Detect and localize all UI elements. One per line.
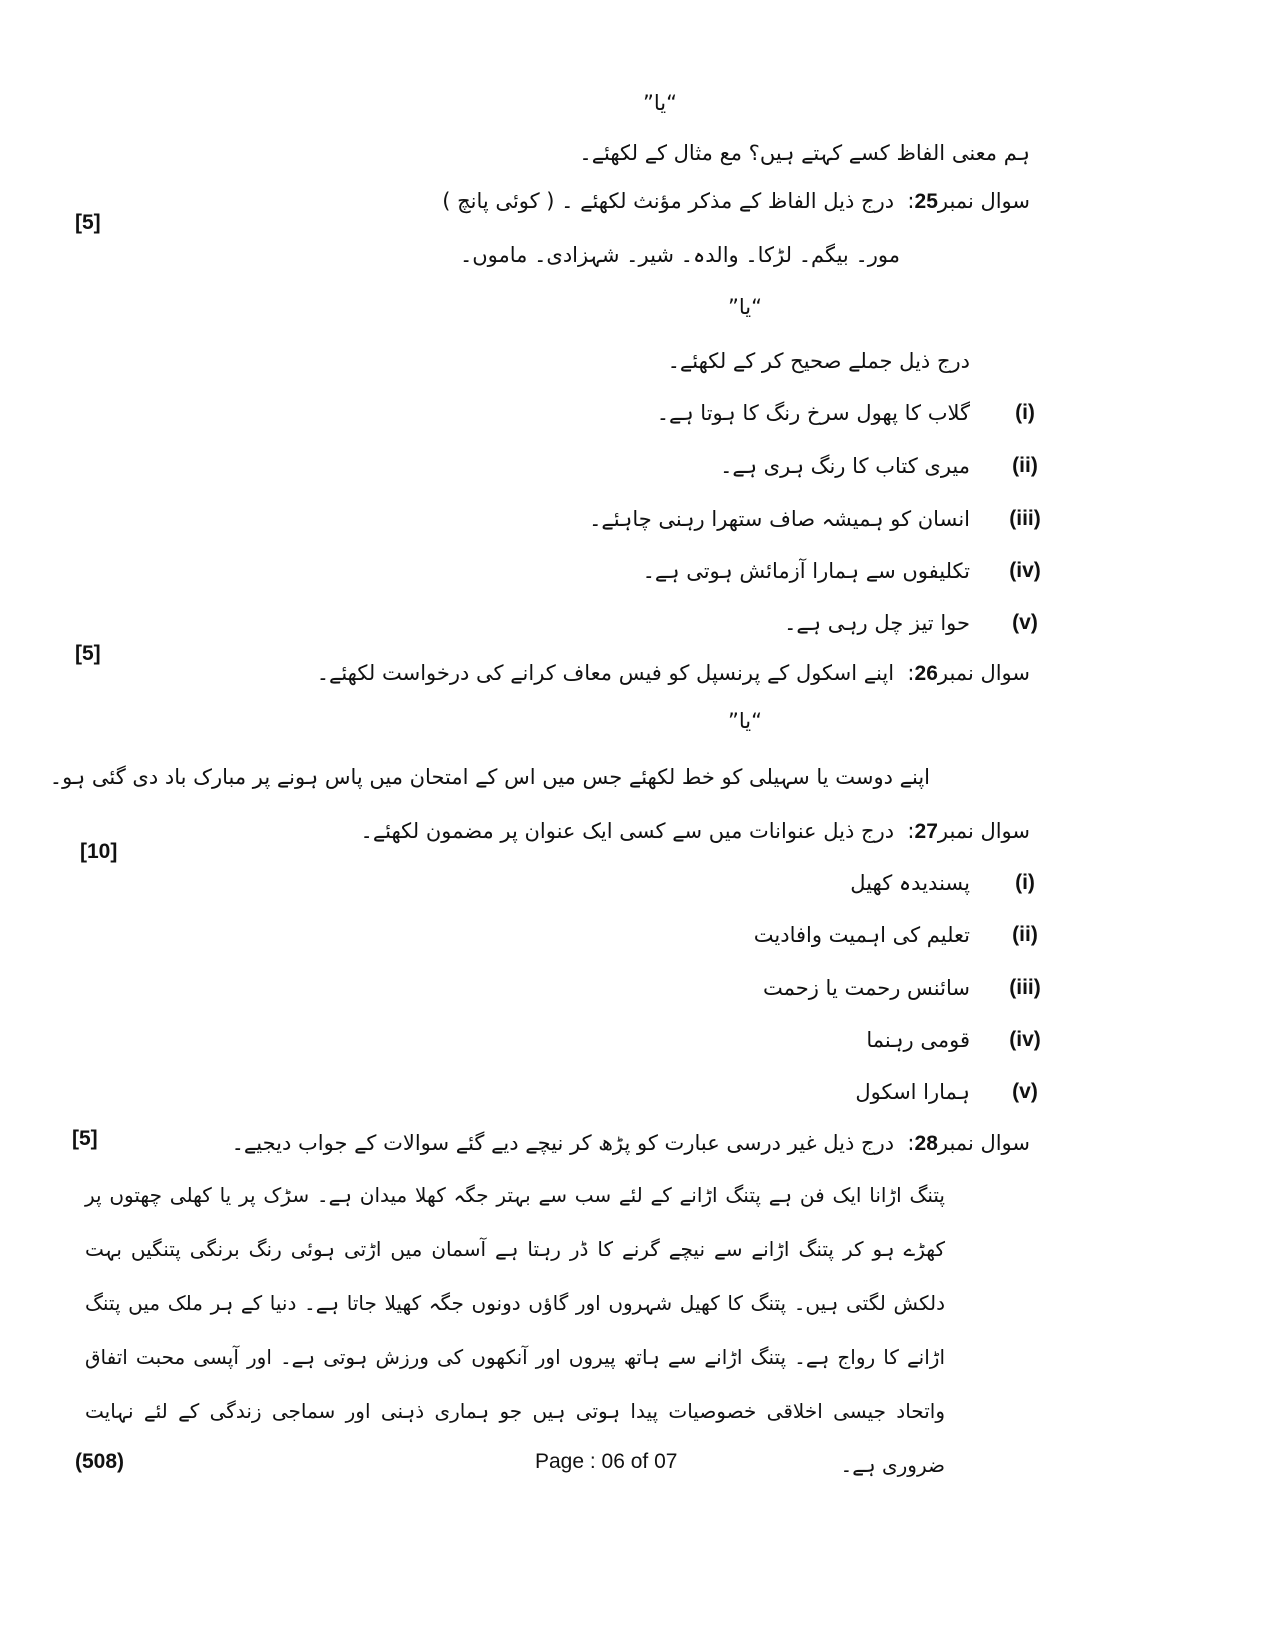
q28-marks: [5] xyxy=(72,1127,98,1150)
q25-item-number: (i) xyxy=(1015,401,1035,424)
q25-item-text: تکلیفوں سے ہمارا آزمائش ہوتی ہے۔ xyxy=(642,559,970,583)
q27-label: سوال نمبر xyxy=(937,819,1030,843)
q27-item-number: (iii) xyxy=(1009,976,1041,999)
q26-number: 26 xyxy=(914,662,938,685)
q27-item-text: تعلیم کی اہمیت وافادیت xyxy=(753,923,970,947)
q25-item-text: انسان کو ہمیشہ صاف ستھرا رہنی چاہئے۔ xyxy=(589,507,970,531)
q25-item-number: (v) xyxy=(1012,611,1038,634)
q27-item-number: (i) xyxy=(1015,871,1035,894)
q28-label: سوال نمبر xyxy=(937,1131,1030,1155)
or-divider: “یا” xyxy=(642,91,677,115)
q27-number: 27 xyxy=(914,820,938,843)
or-divider: “یا” xyxy=(727,295,762,319)
q28-number: 28 xyxy=(914,1132,938,1155)
q25-item-number: (ii) xyxy=(1012,454,1038,477)
q28-text: درج ذیل غیر درسی عبارت کو پڑھ کر نیچے دیے گئے سوالات کے جواب دیجیے۔ xyxy=(231,1131,895,1155)
q24-alt-text: ہم معنی الفاظ کسے کہتے ہیں؟ مع مثال کے لکھئے۔ xyxy=(579,141,1030,165)
page-number: Page : 06 of 07 xyxy=(535,1450,678,1473)
q26-label: سوال نمبر xyxy=(937,661,1030,685)
q25-alt-instruction: درج ذیل جملے صحیح کر کے لکھئے۔ xyxy=(667,349,970,373)
q26-alt-text: اپنے دوست یا سہیلی کو خط لکھئے جس میں اس کے امتحان میں پاس ہونے پر مبارک باد دی گئی ہو۔ xyxy=(49,765,930,789)
q25-text: درج ذیل الفاظ کے مذکر مؤنث لکھئے ۔ ( کوئی پانچ ) xyxy=(442,189,895,213)
q25-heading: سوال نمبر25: درج ذیل الفاظ کے مذکر مؤنث لکھئے ۔ ( کوئی پانچ ) xyxy=(442,189,1030,213)
q27-marks: [10] xyxy=(80,840,118,863)
q25-label: سوال نمبر xyxy=(937,189,1030,213)
q27-item-number: (ii) xyxy=(1012,923,1038,946)
q28-passage: پتنگ اڑانا ایک فن ہے پتنگ اڑانے کے لئے سب سے بہتر جگہ کھلا میدان ہے۔ سڑک پر یا کھلی چھتوں پر کھڑے ہو کر پتنگ اڑانے سے نیچے گرنے کا ڈر رہتا ہے آسمان میں اڑتی ہوئی رنگ برنگی پتنگیں بہت دلکش لگتی ہیں۔ پتنگ کا کھیل شہروں اور گاؤں دونوں جگہ کھیلا جاتا ہے۔ دنیا کے ہر ملک میں پتنگ اڑانے کا رواج ہے۔ پتنگ اڑانے سے ہاتھ پیروں اور آنکھوں کی ورزش ہوتی ہے۔ اور آپسی محبت اتفاق واتحاد جیسی اخلاقی خصوصیات پیدا ہوتی ہیں جو ہماری ذہنی اور سماجی زندگی کے لئے نہایت ضروری ہے۔ xyxy=(85,1183,945,1477)
q25-item-text: گلاب کا پھول سرخ رنگ کا ہوتا ہے۔ xyxy=(656,401,970,425)
q25-item-number: (iii) xyxy=(1009,507,1041,530)
q26-marks: [5] xyxy=(75,642,101,665)
q26-heading: سوال نمبر26: اپنے اسکول کے پرنسپل کو فیس معاف کرانے کی درخواست لکھئے۔ xyxy=(316,661,1030,685)
paper-code: (508) xyxy=(75,1450,125,1473)
q27-item-text: پسندیدہ کھیل xyxy=(850,871,970,895)
q25-item-text: میری کتاب کا رنگ ہری ہے۔ xyxy=(720,454,970,478)
q27-item-text: قومی رہنما xyxy=(866,1028,970,1052)
q27-item-text: سائنس رحمت یا زحمت xyxy=(763,976,970,1000)
q27-heading: سوال نمبر27: درج ذیل عنوانات میں سے کسی ایک عنوان پر مضمون لکھئے۔ xyxy=(360,819,1030,843)
q25-marks: [5] xyxy=(75,211,101,234)
q25-words: مور۔ بیگم۔ لڑکا۔ والدہ۔ شیر۔ شہزادی۔ ماموں۔ xyxy=(459,243,900,267)
q28-heading: سوال نمبر28: درج ذیل غیر درسی عبارت کو پڑھ کر نیچے دیے گئے سوالات کے جواب دیجیے۔ xyxy=(231,1131,1030,1155)
q25-number: 25 xyxy=(914,190,938,213)
q27-item-number: (v) xyxy=(1012,1080,1038,1103)
or-divider: “یا” xyxy=(727,709,762,733)
q27-text: درج ذیل عنوانات میں سے کسی ایک عنوان پر مضمون لکھئے۔ xyxy=(360,819,895,843)
q25-item-number: (iv) xyxy=(1009,559,1041,582)
q27-item-number: (iv) xyxy=(1009,1028,1041,1051)
q26-text: اپنے اسکول کے پرنسپل کو فیس معاف کرانے کی درخواست لکھئے۔ xyxy=(316,661,895,685)
q27-item-text: ہمارا اسکول xyxy=(855,1080,970,1104)
q25-item-text: حوا تیز چل رہی ہے۔ xyxy=(784,611,970,635)
